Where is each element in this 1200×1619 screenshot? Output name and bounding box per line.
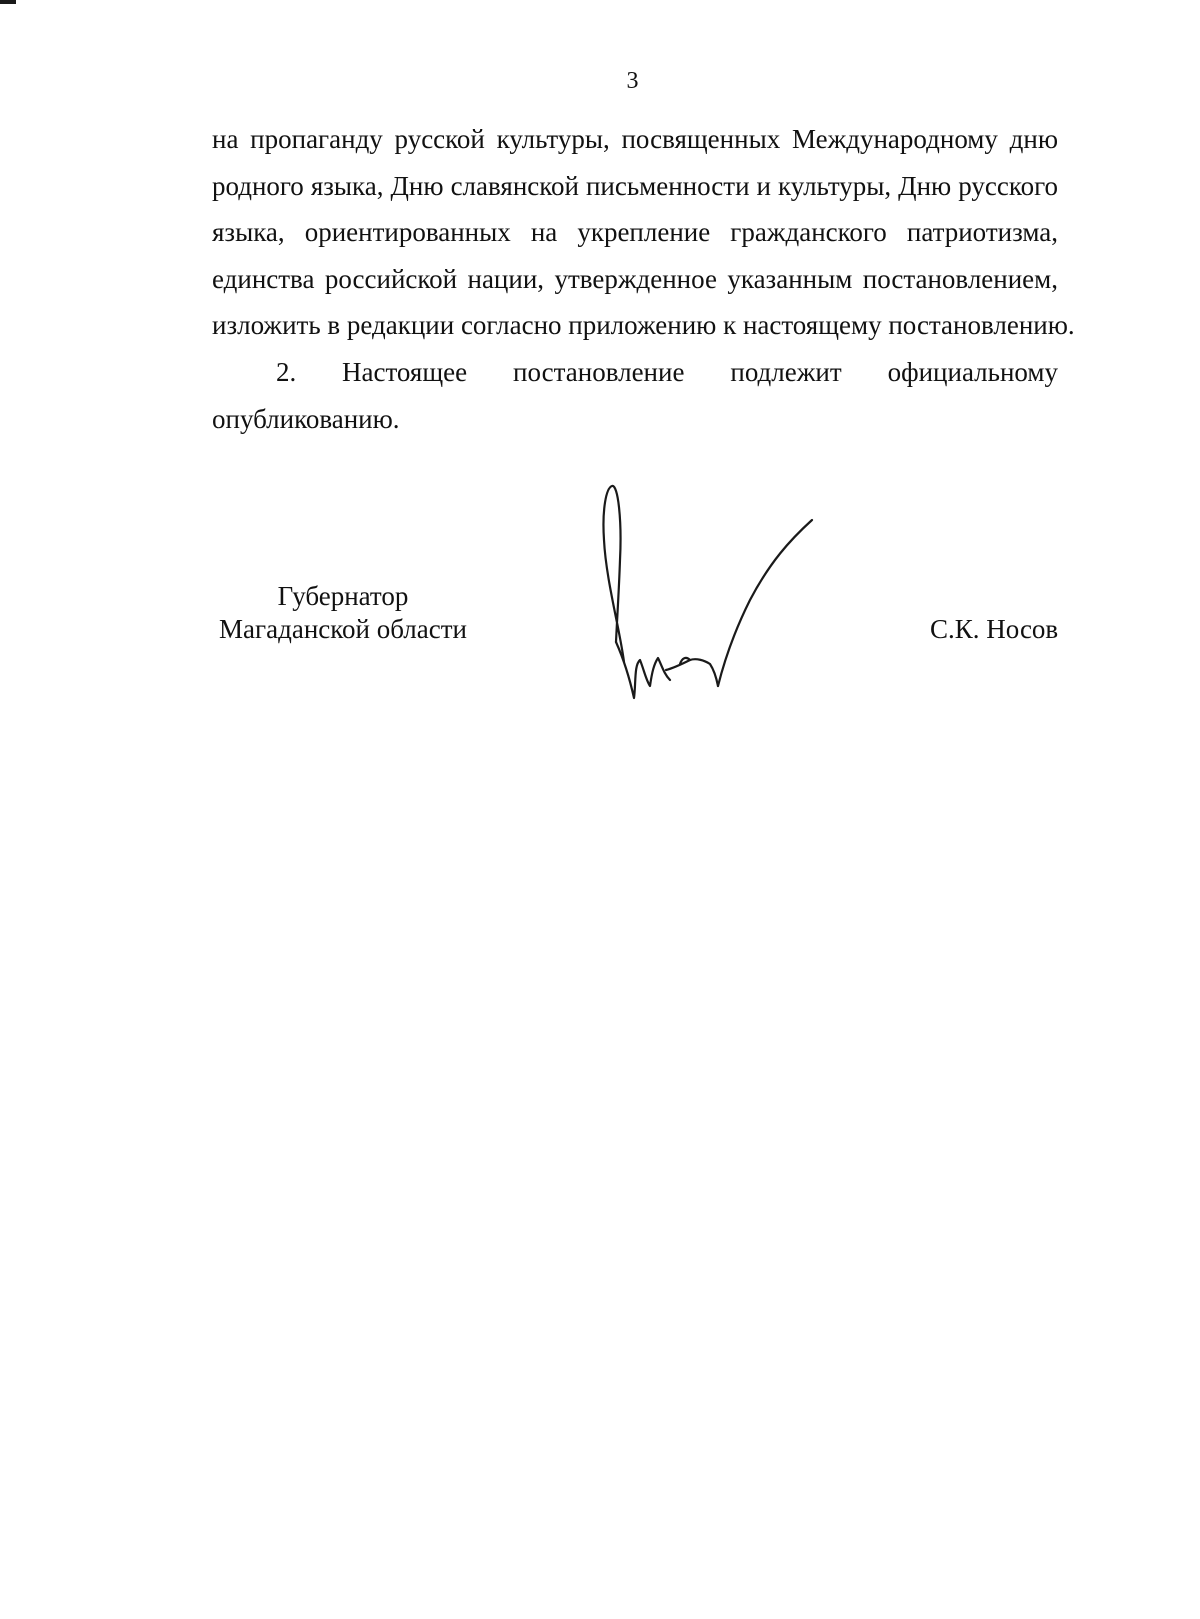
paragraph-line: изложить в редакции согласно приложению к настоящему постановлению. xyxy=(212,310,1075,341)
signer-position xyxy=(212,580,474,646)
item-2-line xyxy=(212,349,1058,396)
signer-position-line-1: Губернатор xyxy=(277,581,409,611)
signer-name: С.К. Носов xyxy=(930,614,1059,644)
paragraph-line: языка, ориентированных на укрепление гражданского патриотизма, xyxy=(212,217,1058,248)
item-2-text: Настоящее постановление подлежит официальному xyxy=(342,356,1058,387)
item-number: 2. xyxy=(276,356,297,387)
paragraph-line: родного языка, Дню славянской письменности и культуры, Дню русского xyxy=(212,170,1058,201)
handwritten-signature xyxy=(590,480,840,720)
page-number: 3 xyxy=(626,68,639,94)
paragraph-line: единства российской нации, утвержденное указанным постановлением, xyxy=(212,263,1058,294)
paragraph-line: на пропаганду русской культуры, посвященных Международному дню xyxy=(212,124,1058,154)
scan-corner-mark xyxy=(0,0,16,4)
signer-position-line-2: Магаданской области xyxy=(219,614,467,644)
document-body xyxy=(212,116,1075,442)
item-2-continuation: опубликованию. xyxy=(212,403,400,434)
